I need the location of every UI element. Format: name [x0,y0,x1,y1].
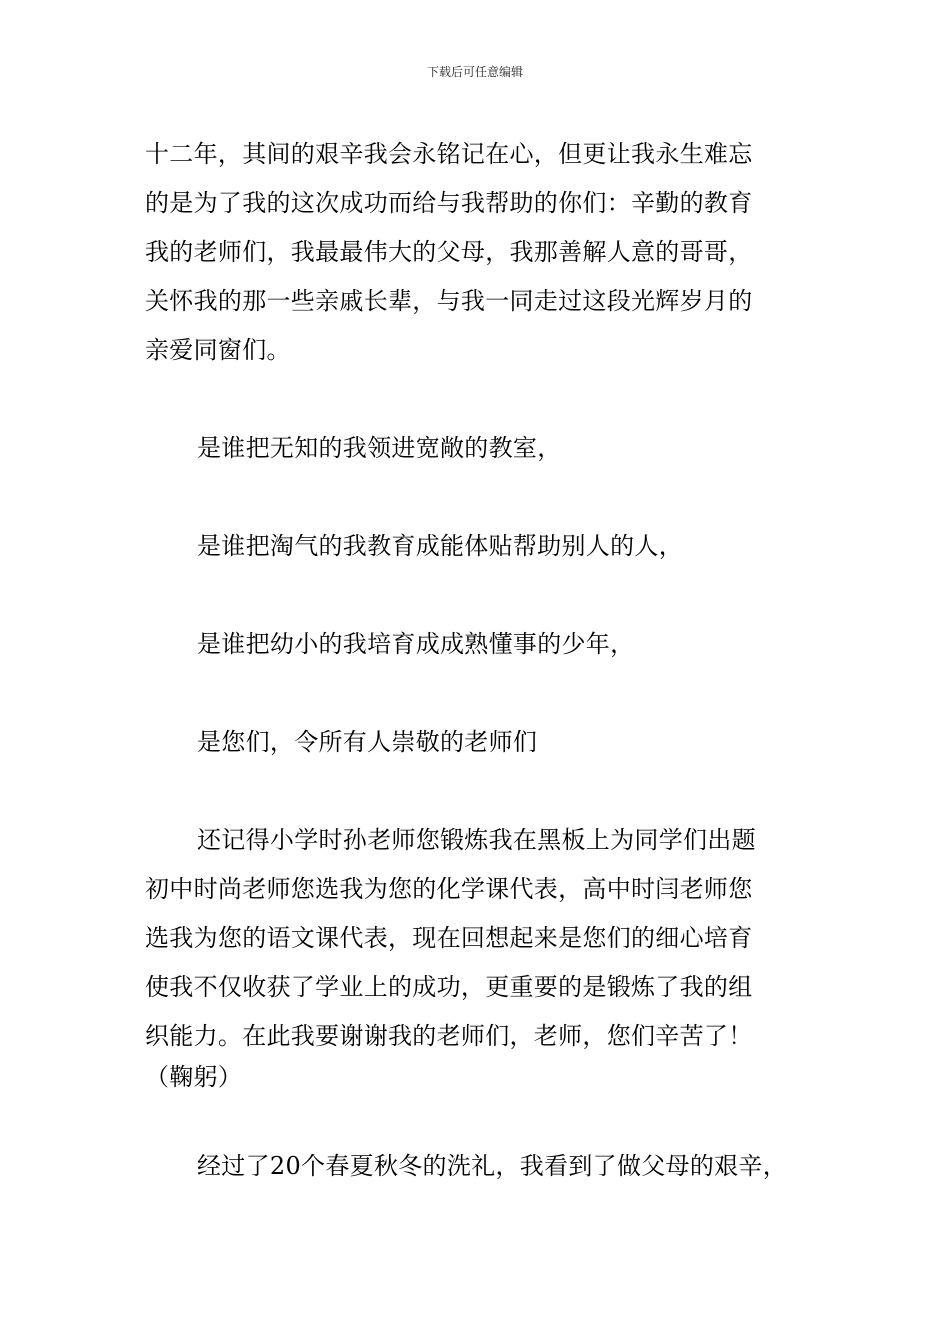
text-line: 是您们，令所有人崇敬的老师们 [197,728,538,756]
paragraph-spacer [145,375,825,424]
page-header-note: 下载后可任意编辑 [426,65,523,79]
document-body [145,130,825,1191]
paragraph-spacer [145,669,825,718]
text-line: 是谁把幼小的我培育成成熟懂事的少年， [197,630,635,658]
text-line: 初中时尚老师您选我为您的化学课代表，高中时闫老师您 [145,875,753,903]
paragraph-spacer [145,767,825,816]
text-line: 是谁把无知的我领进宽敞的教室， [197,434,562,462]
text-line: 的是为了我的这次成功而给与我帮助的你们：辛勤的教育 [145,189,753,217]
paragraph-question-3 [145,620,825,669]
text-line: 十二年，其间的艰辛我会永铭记在心，但更让我永生难忘 [145,140,753,168]
text-line: 亲爱同窗们。 [145,336,291,364]
paragraph-gratitude-intro [145,130,825,375]
text-line: 织能力。在此我要谢谢我的老师们，老师，您们辛苦了！ [145,1022,753,1050]
paragraph-question-1 [145,424,825,473]
text-line: 使我不仅收获了学业上的成功，更重要的是锻炼了我的组 [145,973,753,1001]
text-line: 经过了20个春夏秋冬的洗礼，我看到了做父母的艰辛， [197,1152,788,1180]
text-line: 关怀我的那一些亲戚长辈，与我一同走过这段光辉岁月的 [145,287,753,315]
text-line: （鞠躬） [145,1063,243,1091]
text-line: 还记得小学时孙老师您锻炼我在黑板上为同学们出题 [197,826,756,854]
text-line: 是谁把淘气的我教育成能体贴帮助别人的人， [197,532,683,560]
text-line: 我的老师们，我最最伟大的父母，我那善解人意的哥哥， [145,238,753,266]
paragraph-spacer [145,1093,825,1142]
paragraph-question-2 [145,522,825,571]
text-line: 选我为您的语文课代表，现在回想起来是您们的细心培育 [145,924,753,952]
paragraph-answer-teachers [145,718,825,767]
paragraph-spacer [145,473,825,522]
paragraph-teacher-memories [145,816,825,1093]
paragraph-spacer [145,571,825,620]
paragraph-parents [145,1142,825,1191]
